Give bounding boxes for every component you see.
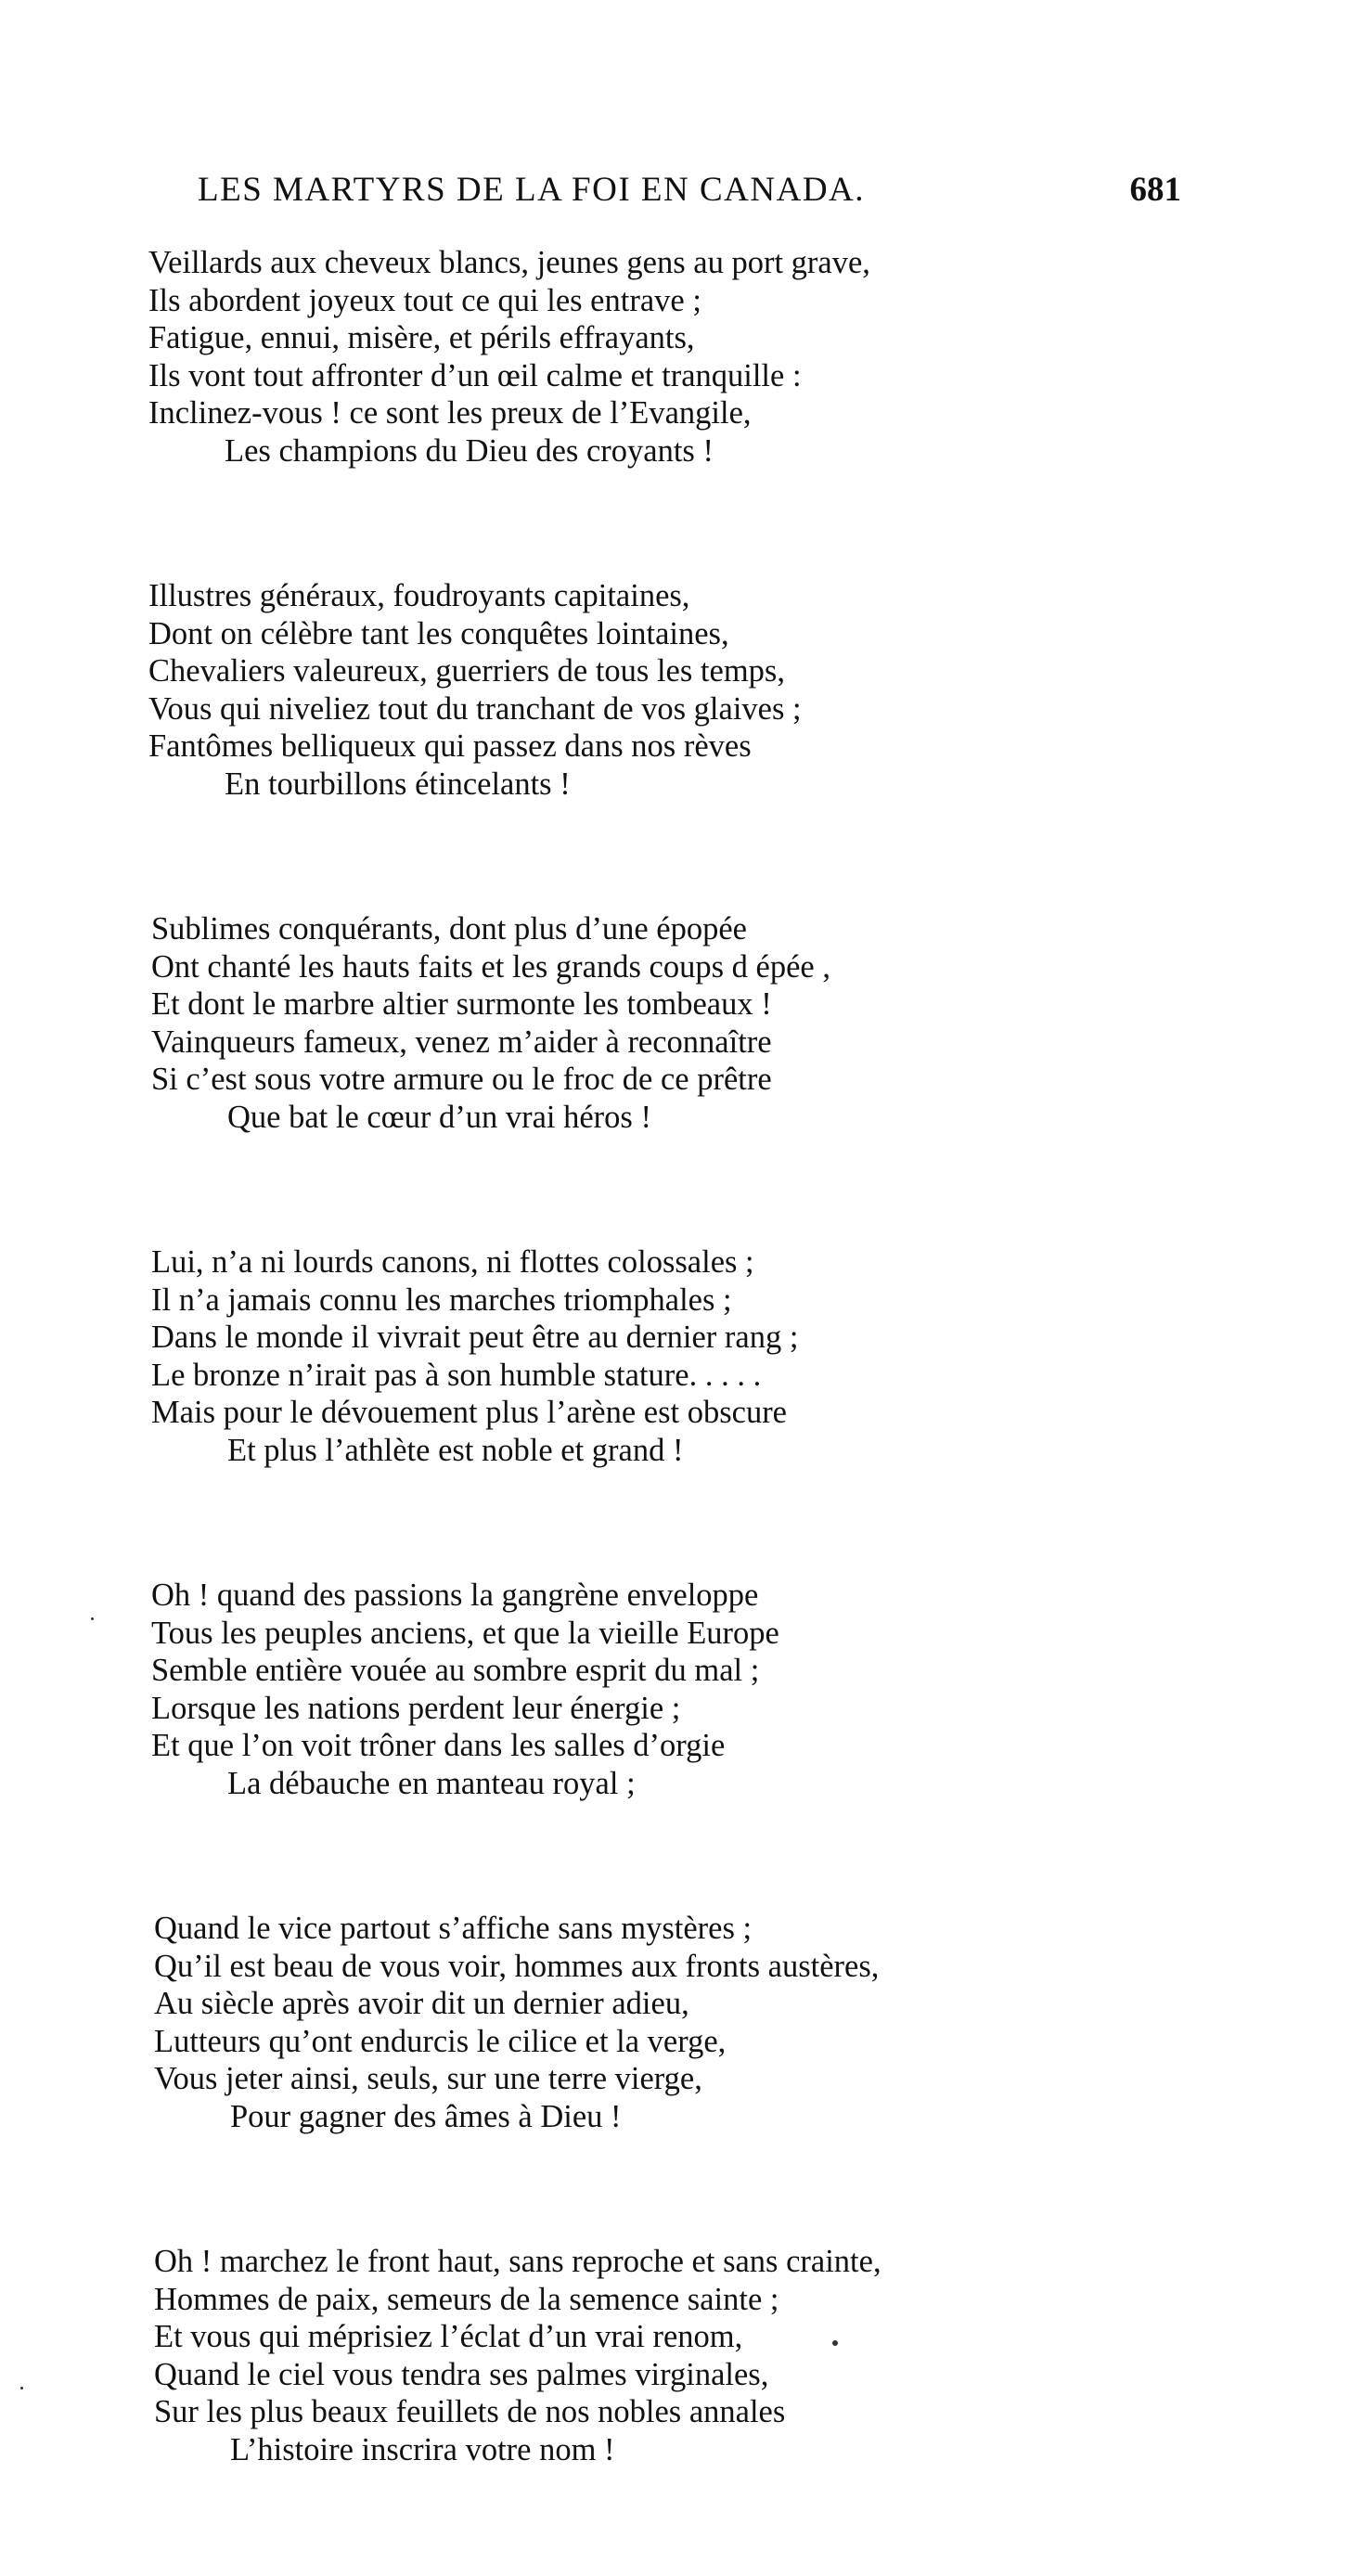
- page-number: 681: [1129, 171, 1181, 209]
- running-title: LES MARTYRS DE LA FOI EN CANADA.: [198, 171, 866, 209]
- verse-line: Au siècle après avoir dit un dernier adieu,: [154, 1986, 689, 2021]
- poem: [148, 244, 1076, 2576]
- verse-line-refrain: La débauche en manteau royal ;: [227, 1765, 636, 1801]
- verse-line: Sur les plus beaux feuillets de nos nobles annales: [154, 2394, 786, 2429]
- verse-line: Le bronze n’irait pas à son humble stature. . . . .: [151, 1357, 762, 1393]
- verse-line-refrain: Et plus l’athlète est noble et grand !: [227, 1432, 684, 1468]
- verse-line: Lutteurs qu’ont endurcis le cilice et la verge,: [154, 2023, 727, 2059]
- verse-line: Semble entière vouée au sombre esprit du mal ;: [151, 1653, 760, 1688]
- stanza-1: [148, 244, 1076, 470]
- verse-line: Dans le monde il vivrait peut être au dernier rang ;: [151, 1320, 799, 1355]
- verse-line: Fatigue, ennui, misère, et périls effrayants,: [148, 320, 695, 355]
- verse-line: Ils vont tout affronter d’un œil calme et tranquille :: [148, 357, 802, 393]
- stanza-4: [151, 1243, 1076, 1469]
- verse-line: Ils abordent joyeux tout ce qui les entrave ;: [148, 282, 701, 318]
- stanza-7: [154, 2243, 1076, 2468]
- verse-line-refrain: En tourbillons étincelants !: [225, 766, 571, 802]
- stanza-6: [154, 1910, 1076, 2135]
- verse-line: Lui, n’a ni lourds canons, ni flottes colossales ;: [151, 1244, 754, 1280]
- verse-line: Lorsque les nations perdent leur énergie ;: [151, 1690, 681, 1726]
- verse-line: Chevaliers valeureux, guerriers de tous les temps,: [148, 653, 785, 689]
- verse-line: Quand le ciel vous tendra ses palmes virginales,: [154, 2356, 769, 2392]
- print-speck: [91, 1617, 94, 1620]
- verse-line: Et dont le marbre altier surmonte les tombeaux !: [151, 986, 772, 1022]
- verse-line: Veillards aux cheveux blancs, jeunes gens au port grave,: [148, 245, 870, 280]
- verse-line-refrain: L’histoire inscrira votre nom !: [230, 2431, 615, 2467]
- verse-line-refrain: Pour gagner des âmes à Dieu !: [230, 2098, 622, 2134]
- verse-line: Dont on célèbre tant les conquêtes lointaines,: [148, 615, 729, 651]
- verse-line: Mais pour le dévouement plus l’arène est obscure: [151, 1395, 787, 1430]
- verse-line: Vous qui niveliez tout du tranchant de vos glaives ;: [148, 690, 802, 727]
- verse-line: Et vous qui méprisiez l’éclat d’un vrai renom,: [154, 2319, 743, 2354]
- verse-line: Ont chanté les hauts faits et les grands coups d épée ,: [151, 948, 830, 985]
- verse-line-refrain: Que bat le cœur d’un vrai héros !: [227, 1099, 651, 1135]
- verse-line: Vous jeter ainsi, seuls, sur une terre vierge,: [154, 2061, 702, 2096]
- stanza-5: [151, 1577, 1076, 1802]
- print-speck: [20, 2387, 23, 2389]
- verse-line: Il n’a jamais connu les marches triomphales ;: [151, 1282, 732, 1318]
- verse-line: Fantômes belliqueux qui passez dans nos rèves: [148, 728, 752, 764]
- verse-line: Hommes de paix, semeurs de la semence sainte ;: [154, 2281, 779, 2317]
- verse-line: Tous les peuples anciens, et que la vieille Europe: [151, 1615, 779, 1651]
- running-head: [198, 170, 1181, 225]
- verse-line: Si c’est sous votre armure ou le froc de ce prêtre: [151, 1062, 772, 1097]
- verse-line: Oh ! marchez le front haut, sans reproche et sans crainte,: [154, 2244, 881, 2279]
- verse-line: Qu’il est beau de vous voir, hommes aux fronts austères,: [154, 1948, 880, 1984]
- verse-line: Illustres généraux, foudroyants capitaines,: [148, 578, 690, 613]
- verse-line-refrain: Les champions du Dieu des croyants !: [225, 432, 714, 469]
- verse-line: Oh ! quand des passions la gangrène enveloppe: [151, 1578, 759, 1613]
- verse-line: Vainqueurs fameux, venez m’aider à reconnaître: [151, 1024, 772, 1060]
- print-speck: [832, 2340, 838, 2346]
- verse-line: Inclinez-vous ! ce sont les preux de l’Evangile,: [148, 395, 752, 431]
- verse-line: Et que l’on voit trôner dans les salles d’orgie: [151, 1728, 726, 1763]
- verse-line: Quand le vice partout s’affiche sans mystères ;: [154, 1911, 753, 1946]
- stanza-2: [148, 577, 1076, 803]
- stanza-3: [151, 910, 1076, 1136]
- verse-line: Sublimes conquérants, dont plus d’une épopée: [151, 911, 747, 947]
